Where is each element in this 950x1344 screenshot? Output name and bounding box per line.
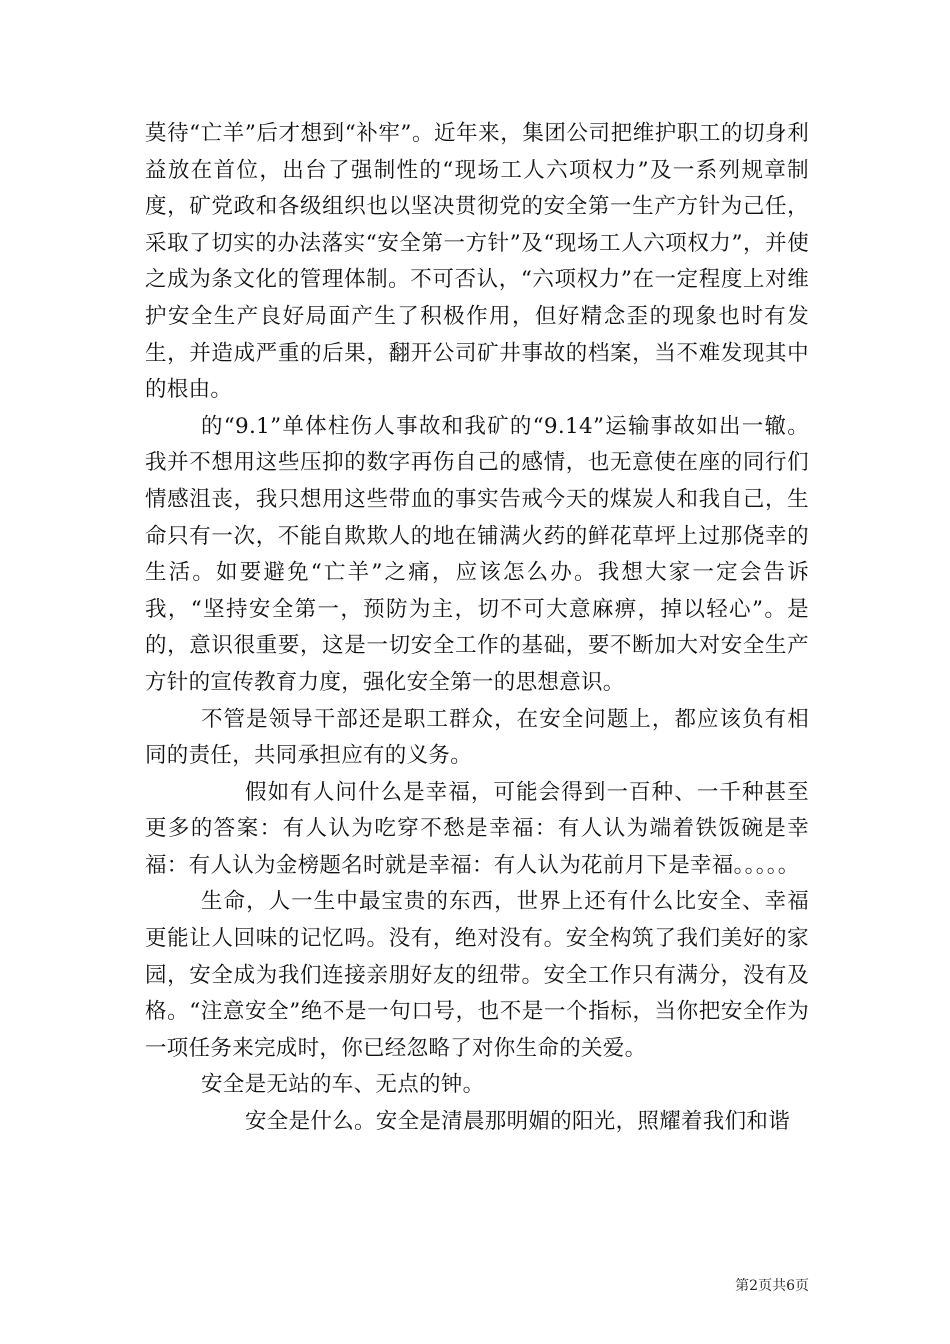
page-number-footer: 第2页共6页 <box>735 1278 809 1294</box>
body-text <box>145 116 809 1141</box>
paragraph-4: 假如有人问什么是幸福，可能会得到一百种、一千种甚至更多的答案：有人认为吃穿不愁是幸福：有人认为端着铁饭碗是幸福：有人认为金榜题名时就是幸福：有人认为花前月下是幸福。。。。。 <box>145 779 809 878</box>
paragraph-1: 莫待“亡羊”后才想到“补牢”。近年来，集团公司把维护职工的切身利益放在首位，出台了强制性的“现场工人六项权力”及一系列规章制度，矿党政和各级组织也以坚决贯彻党的安全第一生产方针为己任，采取了切实的办法落实“安全第一方针”及“现场工人六项权力”，并使之成为条文化的管理体制。不可否认，“六项权力”在一定程度上对维护安全生产良好局面产生了积极作用，但好精念歪的现象也时有发生，并造成严重的后果，翻开公司矿井事故的档案，当不难发现其中的根由。 <box>145 121 809 403</box>
paragraph-5: 生命，人一生中最宝贵的东西，世界上还有什么比安全、幸福更能让人回味的记忆吗。没有，绝对没有。安全构筑了我们美好的家园，安全成为我们连接亲朋好友的纽带。安全工作只有满分，没有及格。“注意安全”绝不是一句口号，也不是一个指标，当你把安全作为一项任务来完成时，你已经忽略了对你生命的关爱。 <box>145 889 809 1061</box>
paragraph-7: 安全是什么。安全是清晨那明媚的阳光，照耀着我们和谐 <box>245 1109 791 1135</box>
paragraph-6: 安全是无站的车、无点的钟。 <box>201 1072 485 1098</box>
paragraph-2: 的“9.1”单体柱伤人事故和我矿的“9.14”运输事故如出一辙。我并不想用这些压抑的数字再伤自己的感情，也无意使在座的同行们情感沮丧，我只想用这些带血的事实告戒今天的煤炭人和我自己，生命只有一次，不能自欺欺人的地在铺满火药的鲜花草坪上过那侥幸的生活。如要避免“亡羊”之痛，应该怎么办。我想大家一定会告诉我，“坚持安全第一，预防为主，切不可大意麻痹，掉以轻心”。是的，意识很重要，这是一切安全工作的基础，要不断加大对安全生产方针的宣传教育力度，强化安全第一的思想意识。 <box>145 413 809 695</box>
paragraph-3: 不管是领导干部还是职工群众，在安全问题上，都应该负有相同的责任，共同承担应有的义务。 <box>145 706 809 769</box>
